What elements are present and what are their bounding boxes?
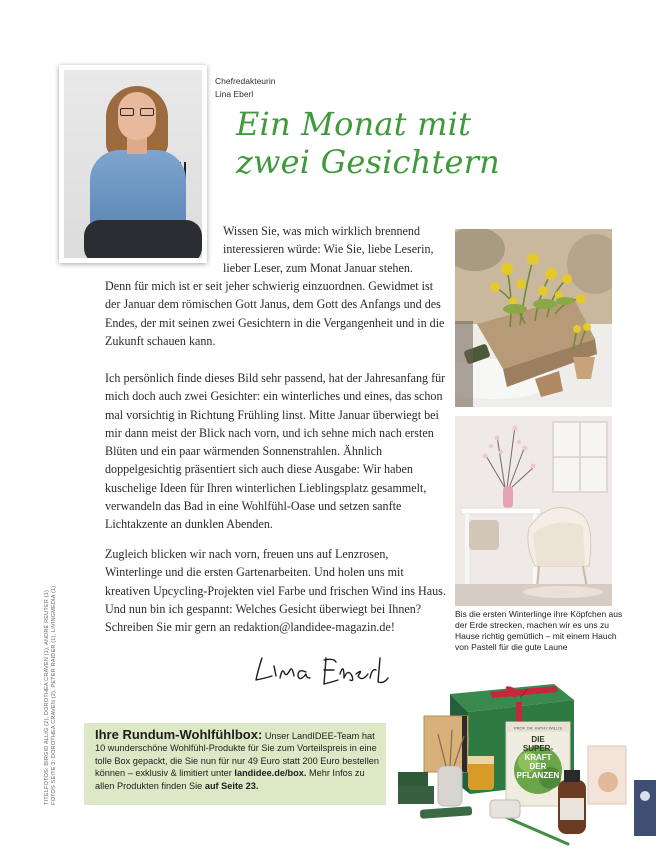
book-title-line: DIE xyxy=(531,735,545,744)
signature-lina-eberl xyxy=(248,648,398,693)
box-link[interactable]: landidee.de/box. xyxy=(234,768,307,779)
headline-line-2: zwei Gesichtern xyxy=(236,143,500,181)
book-title-line: KRAFT xyxy=(524,753,552,762)
credits-line-2: FOTOS SEITE 3: DOROTHEA CRAVEN (2), PETER RAIDER (1), LIVINGMEDIA (1) xyxy=(51,585,57,805)
intro-line: interessieren würde: Wie Sie, liebe Leserin, xyxy=(223,242,434,257)
intro-line: Wissen Sie, was mich wirklich brennend xyxy=(223,224,421,238)
box-title: Ihre Rundum-Wohlfühlbox: xyxy=(95,727,263,742)
photo-caption: Bis die ersten Winterlinge ihre Köpfchen aus der Erde strecken, machen wir es uns zu Hause richtig gemütlich – mit einem Hauch von Pastell für die gute Laune xyxy=(455,609,623,652)
editor-portrait xyxy=(59,65,207,263)
book-title-line: DER xyxy=(529,762,547,771)
headline xyxy=(236,104,566,182)
glasses xyxy=(119,108,155,117)
book-title-line: SUPER- xyxy=(522,744,554,753)
headline-line-1: Ein Monat mit xyxy=(236,105,472,143)
paragraph-1: Denn für mich ist er seit jeher schwierig einzuordnen. Gewidmet ist der Januar dem römischen Gott Janus, dem Gott des Anfangs und des Endes, der mit seinen zwei Gesichtern in die Vergangenheit und in die Zukunft schauen kann. xyxy=(105,279,445,348)
box-page-ref: auf Seite 23. xyxy=(204,780,259,791)
book-author: PROF. DR. KATHY WILLIS xyxy=(513,725,563,731)
handwritten-signature xyxy=(248,648,398,693)
intro-line: lieber Leser, zum Monat Januar stehen. xyxy=(223,260,413,275)
products-illustration xyxy=(398,682,660,850)
winter-aconites-illustration xyxy=(455,229,612,407)
editor-caption xyxy=(215,75,275,101)
box-body-b: Mehr Infos zu allen Produkten finden Sie xyxy=(95,768,365,791)
credits-line-1: TITELFOTOS: BIRGID ALLIG (2), DOROTHEA CRAVEN (1), ANDRÉ REUTER (1) xyxy=(44,590,50,805)
box-body-a: Unser LandIDEE-Team hat 10 wunderschöne Wohlfühl-Produkte für Sie zum Vorteilspreis in eine tolle Box gepackt, die Sie nun für nur 49 Euro statt 200 Euro bestellen können – exklusiv & limitiert unter xyxy=(95,731,379,779)
photo-winter-aconites xyxy=(455,229,612,407)
pastel-room-illustration xyxy=(455,416,612,606)
photo-pastel-room xyxy=(455,416,612,606)
editor-name: Lina Eberl xyxy=(215,89,254,99)
paragraph-2: Ich persönlich finde dieses Bild sehr passend, hat der Jahresanfang für mich doch auch zwei Gesichter: ein winterliches und eines, das schon mal vorsichtig in Richtung Frühling linst. Mitte Januar überwiegt bei mir dann meist der Blick nach vorn, und ich sehne mich nach ersten Blüten und ein paar wärmenden Sonnenstrahlen. Ähnlich doppelgesichtig präsentiert sich auch diese Ausgabe: Wir haben kuschelige Ideen für Ihren winterlichen Lieblingsplatz gesammelt, verwandeln das Bad in eine Wohlfühl-Oase und setzen sanfte Lichtakzente an dunklen Abenden. xyxy=(105,371,446,532)
photo-credits xyxy=(44,585,66,805)
paragraph-3: Zugleich blicken wir nach vorn, freuen uns auf Lenzrosen, Winterlinge und die ersten Gartenarbeiten. Und holen uns mit kreativen Upcycling-Projekten viel Farbe und frischen Wind ins Haus. Und nun bin ich gespannt: Welches Gesicht überwiegt bei Ihnen? Schreiben Sie mir gern an redaktion@landidee-magazin.de! xyxy=(105,547,446,635)
editor-photo xyxy=(64,70,202,258)
editor-role: Chefredakteurin xyxy=(215,76,276,86)
book-title-line: PFLANZEN xyxy=(516,771,560,780)
wellness-box-products xyxy=(398,682,660,850)
box-promo-text xyxy=(95,729,380,792)
intro-lines xyxy=(223,222,443,277)
